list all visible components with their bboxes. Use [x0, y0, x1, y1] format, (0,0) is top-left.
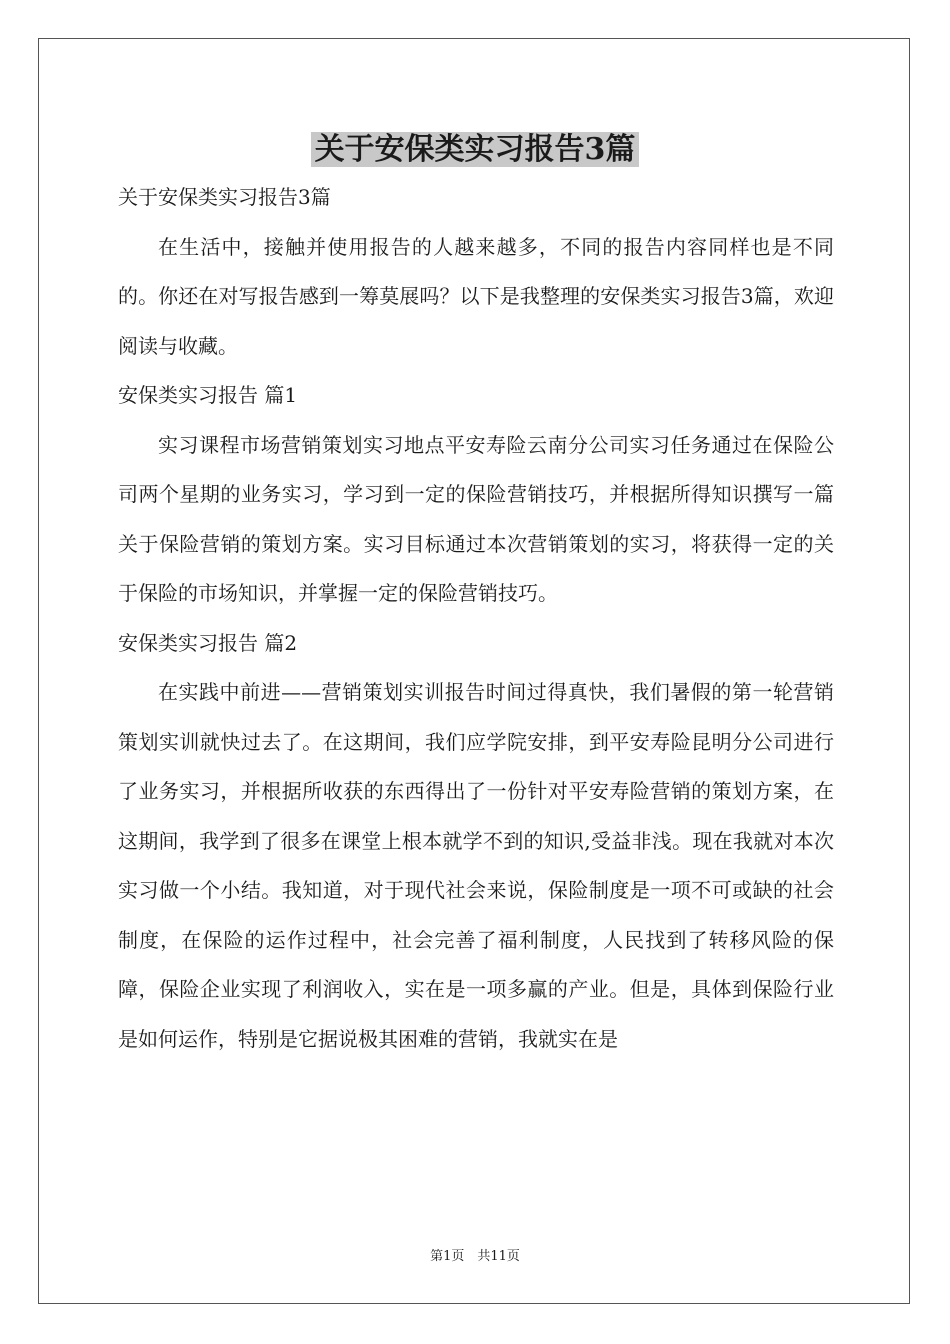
section-2-heading: 安保类实习报告 篇2: [118, 630, 298, 655]
section-1-paragraph: 实习课程市场营销策划实习地点平安寿险云南分公司实习任务通过在保险公司两个星期的业务实习，学习到一定的保险营销技巧，并根据所得知识撰写一篇关于保险营销的策划方案。实习目标通过本次营销策划的实习，将获得一定的关于保险的市场知识，并掌握一定的保险营销技巧。: [118, 432, 834, 605]
document-subtitle: 关于安保类实习报告3篇: [118, 185, 331, 209]
section-2-paragraph: 在实践中前进——营销策划实训报告时间过得真快，我们暑假的第一轮营销策划实训就快过去了。在这期间，我们应学院安排，到平安寿险昆明分公司进行了业务实习，并根据所收获的东西得出了一份针对平安寿险营销的策划方案，在这期间，我学到了很多在课堂上根本就学不到的知识,受益非浅。现在我就对本次实习做一个小结。我知道，对于现代社会来说，保险制度是一项不可或缺的社会制度，在保险的运作过程中，社会完善了福利制度，人民找到了转移风险的保障，保险企业实现了利润收入，实在是一项多赢的产业。但是，具体到保险行业是如何运作，特别是它据说极其困难的营销，我就实在是: [118, 680, 834, 1051]
document-body: [118, 173, 834, 1064]
document-title: [0, 126, 950, 174]
intro-paragraph: 在生活中，接触并使用报告的人越来越多，不同的报告内容同样也是不同的。你还在对写报告感到一筹莫展吗？以下是我整理的安保类实习报告3篇，欢迎阅读与收藏。: [118, 234, 834, 358]
document-title-text: 关于安保类实习报告3篇: [311, 132, 640, 167]
section-1-heading: 安保类实习报告 篇1: [118, 383, 298, 407]
page-footer: 第1页 共11页: [430, 1249, 520, 1264]
